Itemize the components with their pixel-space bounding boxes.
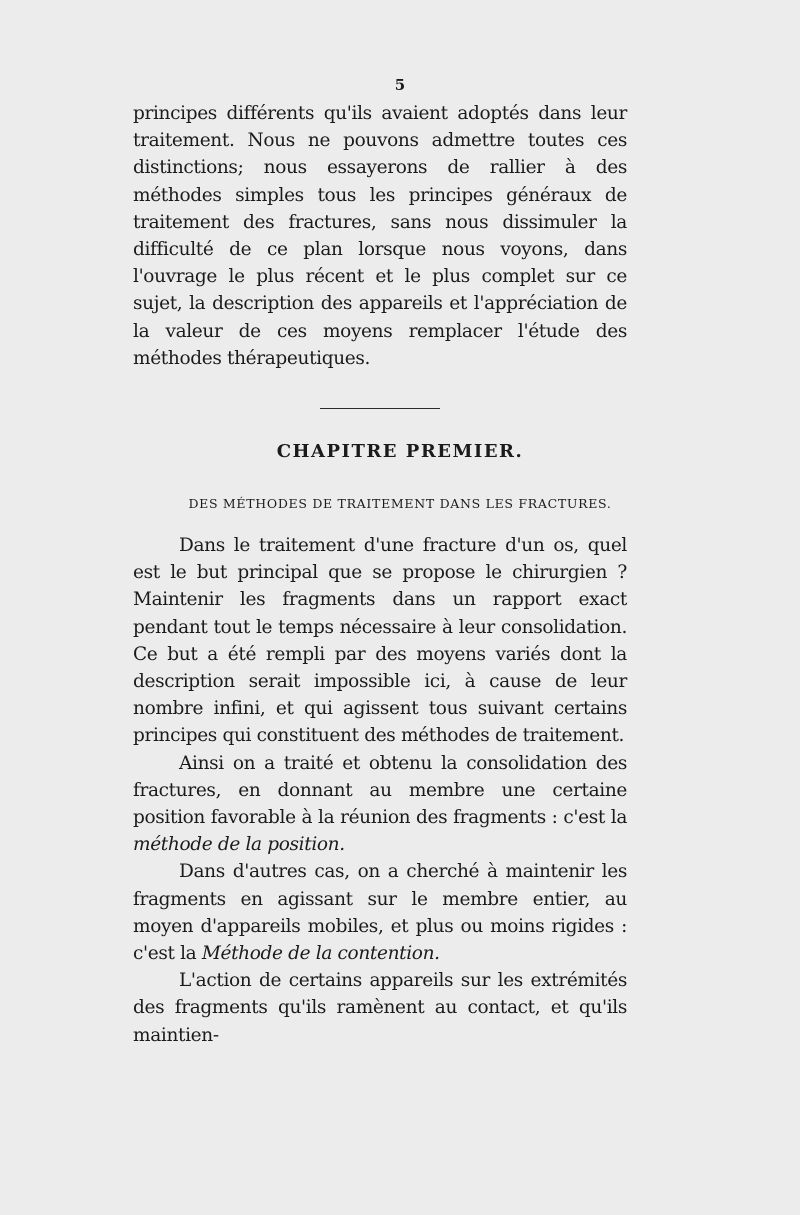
chapter-title: CHAPITRE PREMIER. <box>276 441 524 462</box>
body-paragraph-1: Dans le traitement d'une fracture d'un os, quel est le but principal que se propose le chirurgien ? Maintenir les fragments dans un rapport exact pendant tout le temps nécessaire à leur consolidation. Ce but a été rempli par des moyens variés dont la description serait impossible ici, à cause de leur nombre infini, et qui agissent tous suivant certains principes qui constituent des méthodes de traitement. <box>133 535 627 747</box>
intro-paragraph: principes différents qu'ils avaient adoptés dans leur traitement. Nous ne pouvons admettre toutes ces distinctions; nous essayerons de rallier à des méthodes simples tous les principes généraux de traitement des fractures, sans nous dissimuler la difficulté de ce plan lorsque nous voyons, dans l'ouvrage le plus récent et le plus complet sur ce sujet, la description des appareils et l'appréciation de la valeur de ces moyens remplacer l'étude des méthodes thérapeutiques. <box>133 103 627 369</box>
page-number: 5 <box>394 76 406 94</box>
body-paragraph-3-text: Dans d'autres cas, on a cherché à maintenir les fragments en agissant sur le membre entier, au moyen d'appareils mobiles, et plus ou moins rigides : c'est la <box>133 861 627 965</box>
body-paragraph-4: L'action de certains appareils sur les extrémités des fragments qu'ils ramènent au contact, et qu'ils maintien- <box>133 970 627 1046</box>
intro-text-block <box>133 100 627 372</box>
chapter-body <box>133 532 627 1049</box>
body-paragraph-2-emphasis: méthode de la position. <box>133 834 345 856</box>
body-paragraph-2-text: Ainsi on a traité et obtenu la consolidation des fractures, en donnant au membre une certaine position favorable à la réunion des fragments : c'est la <box>133 752 627 829</box>
body-paragraph-3 <box>133 858 627 967</box>
body-paragraph-3-emphasis: Méthode de la contention. <box>201 943 440 965</box>
body-paragraph-2 <box>133 750 627 859</box>
section-title: DES MÉTHODES DE TRAITEMENT DANS LES FRACTURES. <box>188 496 612 511</box>
section-divider <box>320 408 440 409</box>
